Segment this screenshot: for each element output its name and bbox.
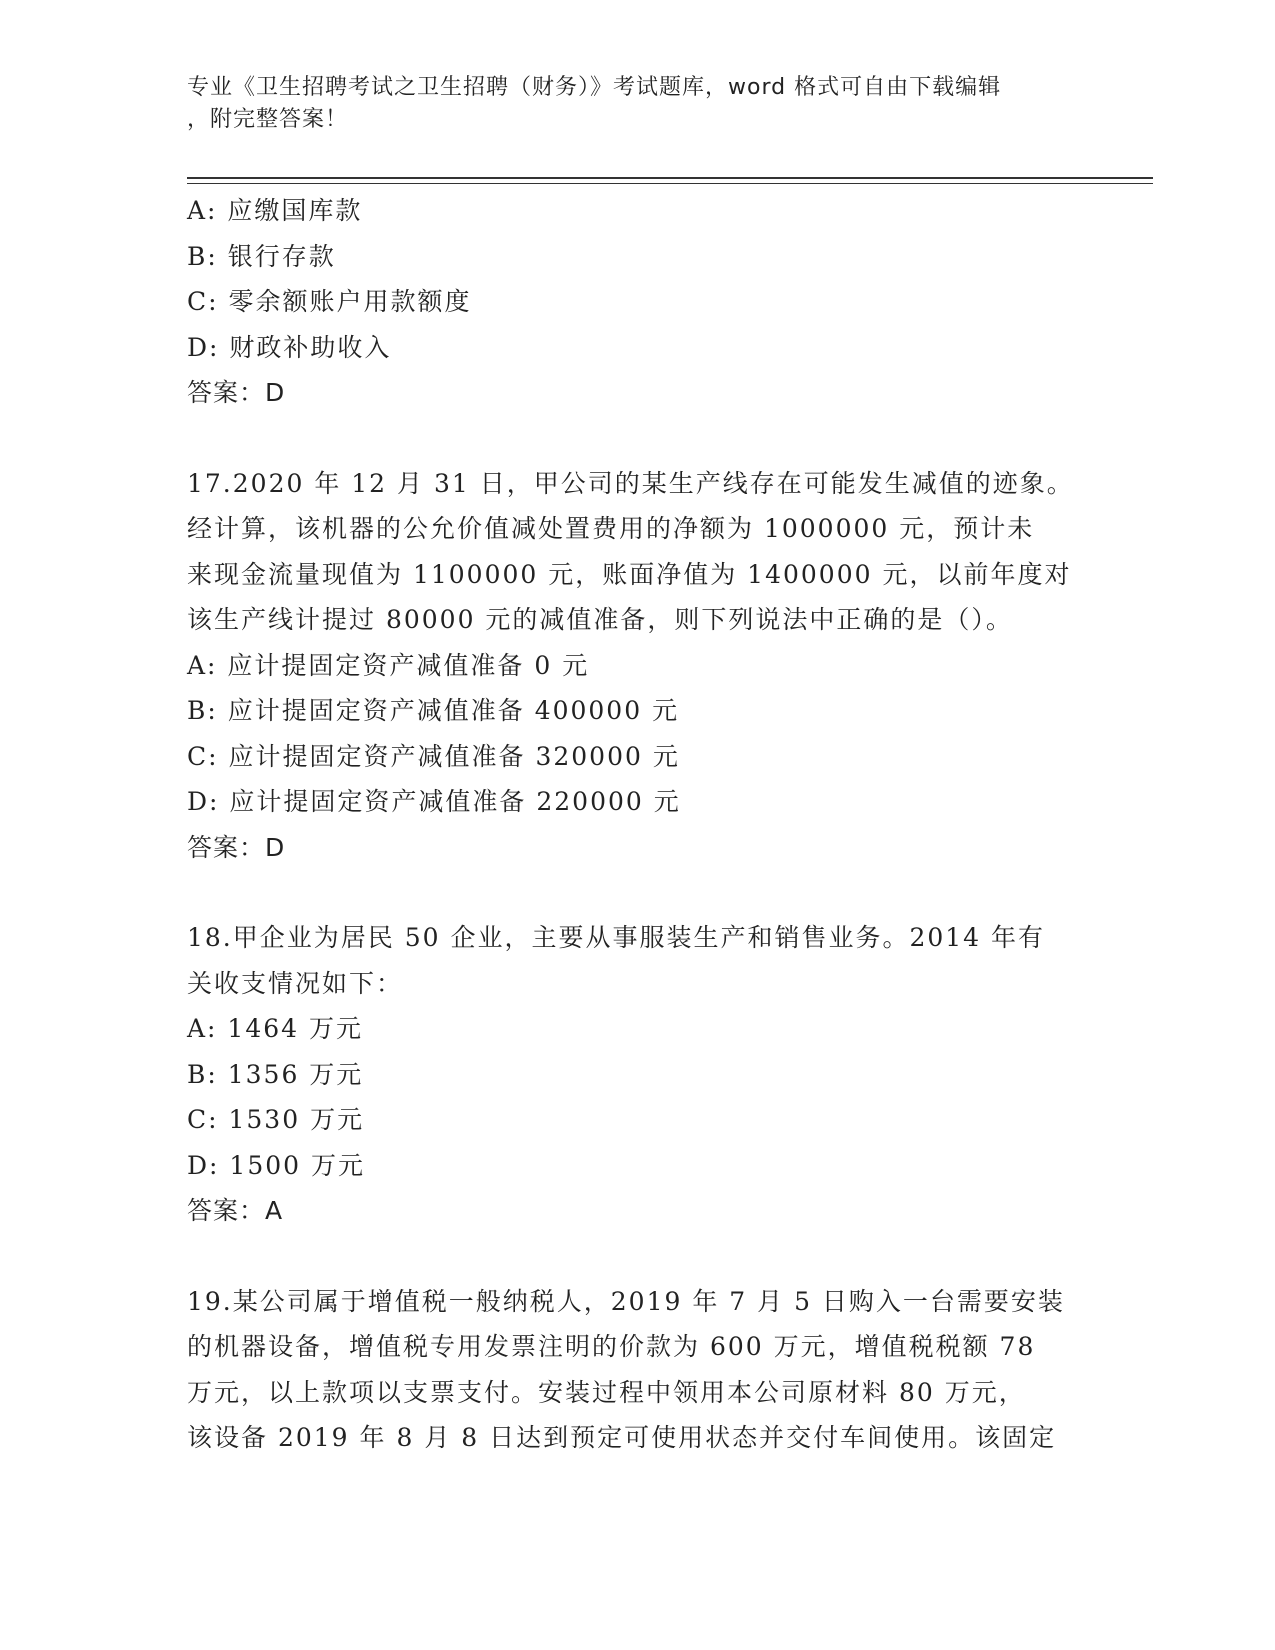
option-d: D: 应计提固定资产减值准备 220000 元 [187,787,681,816]
option-c: C: 零余额账户用款额度 [187,287,472,316]
option-a: A: 应缴国库款 [187,196,363,225]
answer: 答案：D [187,378,286,407]
option-b: B: 银行存款 [187,241,336,271]
question-stem-line: 来现金流量现值为 1100000 元，账面净值为 1400000 元，以前年度对 [187,559,1072,589]
question-18 [187,915,1087,1234]
answer: 答案：A [187,1196,284,1225]
document-header [187,72,1067,136]
option-c: C: 1530 万元 [187,1105,365,1134]
header-rule-thin [187,183,1153,184]
question-stem-line: 的机器设备，增值税专用发票注明的价款为 600 万元，增值税税额 78 [187,1332,1036,1361]
option-a: A: 1464 万元 [187,1014,363,1043]
option-c: C: 应计提固定资产减值准备 320000 元 [187,741,680,771]
option-d: D: 财政补助收入 [187,332,392,362]
answer: 答案：D [187,832,286,862]
option-a: A: 应计提固定资产减值准备 0 元 [187,650,590,680]
question-stem-line: 19.某公司属于增值税一般纳税人，2019 年 7 月 5 日购入一台需要安装 [187,1286,1065,1316]
question-16 [187,188,1087,416]
header-rule-thick [187,177,1153,179]
option-b: B: 1356 万元 [187,1059,364,1089]
question-stem-line: 该设备 2019 年 8 月 8 日达到预定可使用状态并交付车间使用。该固定 [187,1423,1057,1452]
question-17 [187,461,1087,871]
question-19 [187,1279,1087,1461]
option-b: B: 应计提固定资产减值准备 400000 元 [187,696,680,725]
question-list [187,188,1087,1461]
header-line-2: ，附完整答案！ [187,107,349,132]
header-line-1: 专业《卫生招聘考试之卫生招聘（财务）》考试题库，word 格式可自由下载编辑 [187,75,1002,100]
question-stem-line: 17.2020 年 12 月 31 日，甲公司的某生产线存在可能发生减值的迹象。 [187,468,1074,498]
question-stem-line: 经计算，该机器的公允价值减处置费用的净额为 1000000 元，预计未 [187,514,1035,543]
option-d: D: 1500 万元 [187,1150,365,1180]
question-stem-line: 该生产线计提过 80000 元的减值准备，则下列说法中正确的是（）。 [187,605,1013,634]
question-stem-line: 万元，以上款项以支票支付。安装过程中领用本公司原材料 80 万元， [187,1377,1026,1407]
question-stem-line: 关收支情况如下： [187,968,404,998]
question-stem-line: 18.甲企业为居民 50 企业，主要从事服装生产和销售业务。2014 年有 [187,923,1046,952]
